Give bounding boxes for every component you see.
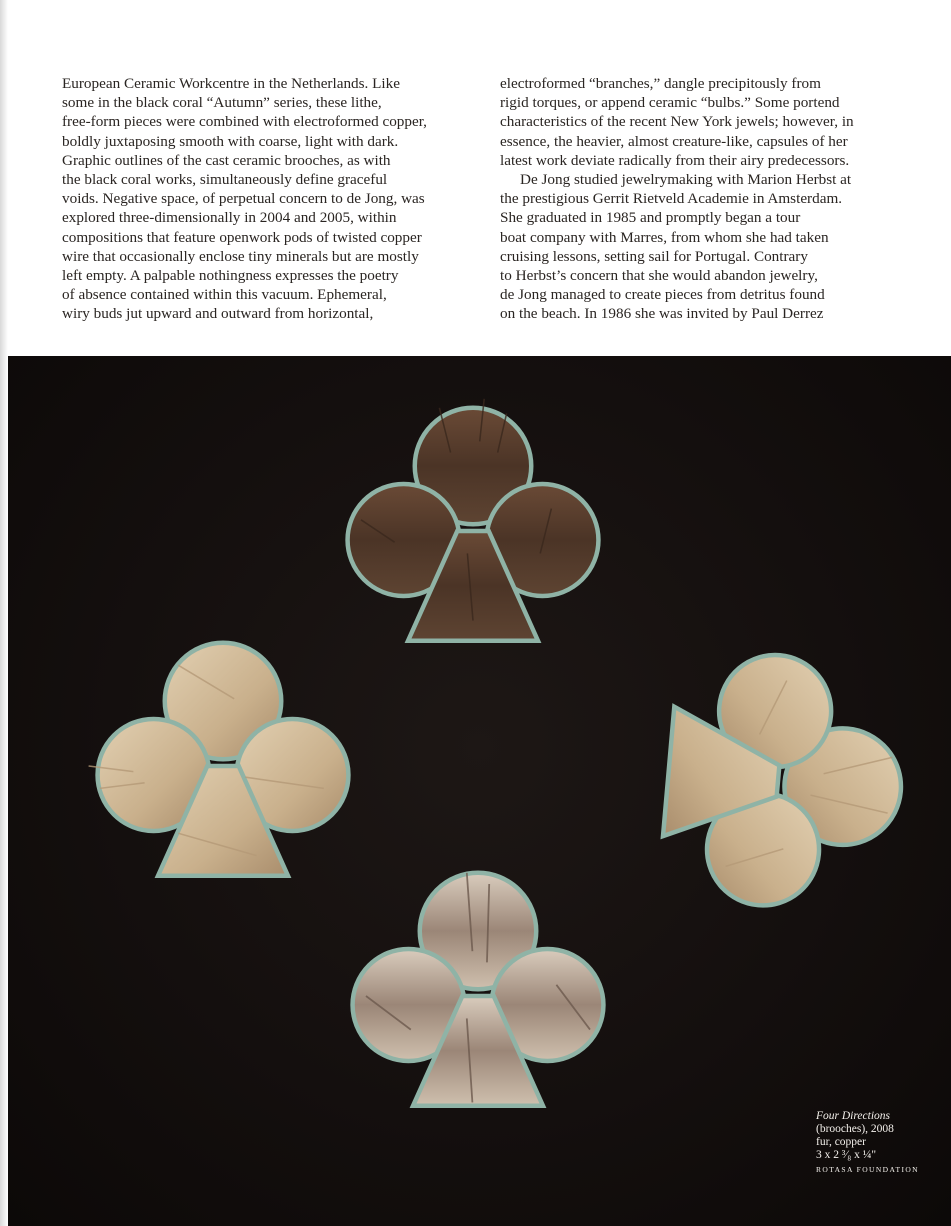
- text-line: explored three-dimensionally in 2004 and 2005, within: [62, 209, 397, 227]
- text-line: left empty. A palpable nothingness expresses the poetry: [62, 267, 399, 285]
- brooch-left: [89, 643, 349, 876]
- photo-illustration: [8, 356, 951, 1226]
- text-line: the prestigious Gerrit Rietveld Academie in Amsterdam.: [500, 190, 843, 208]
- brooch-bottom: [353, 873, 604, 1106]
- text-line: electroformed “branches,” dangle precipitously from: [500, 75, 821, 92]
- caption-title: Four Directions: [816, 1110, 890, 1122]
- text-line: wiry buds jut upward and outward from horizontal,: [62, 305, 374, 323]
- text-line: rigid torques, or append ceramic “bulbs.” Some portend: [500, 94, 840, 112]
- text-line: She graduated in 1985 and promptly began a tour: [500, 209, 801, 227]
- brooches-photograph: [8, 356, 951, 1226]
- text-line: cruising lessons, setting sail for Portugal. Contrary: [500, 247, 808, 265]
- text-line: characteristics of the recent New York jewels; however, in: [500, 113, 854, 131]
- text-line: De Jong studied jewelrymaking with Marion Herbst at: [520, 171, 852, 189]
- page-binding-shadow: [0, 0, 8, 1226]
- text-line: to Herbst’s concern that she would abandon jewelry,: [500, 267, 818, 285]
- text-line: latest work deviate radically from their airy predecessors.: [500, 151, 850, 169]
- text-line: de Jong managed to create pieces from detritus found: [500, 286, 825, 304]
- text-line: boat company with Marres, from whom she had taken: [500, 228, 829, 246]
- paragraph-biography: [500, 170, 920, 324]
- paragraph-continuation: [500, 74, 920, 170]
- text-line: on the beach. In 1986 she was invited by Paul Derrez: [500, 305, 824, 323]
- caption-year: (brooches), 2008: [816, 1123, 894, 1135]
- caption-credit: ROTASA FOUNDATION: [816, 1165, 919, 1174]
- text-line: the black coral works, simultaneously define graceful: [62, 171, 388, 189]
- brooch-right: [658, 646, 912, 916]
- brooch-top: [348, 399, 599, 641]
- text-line: essence, the heavier, almost creature-like, capsules of her: [500, 132, 848, 150]
- text-line: Graphic outlines of the cast ceramic brooches, as with: [62, 151, 391, 169]
- paragraph-continuation: [62, 74, 482, 324]
- text-column-left: [62, 74, 482, 324]
- text-line: voids. Negative space, of perpetual concern to de Jong, was: [62, 190, 425, 208]
- text-line: wire that occasionally enclose tiny minerals but are mostly: [62, 247, 419, 265]
- text-line: some in the black coral “Autumn” series, these lithe,: [62, 94, 382, 112]
- text-line: compositions that feature openwork pods of twisted copper: [62, 228, 422, 246]
- photo-caption: [816, 1110, 919, 1176]
- text-line: free-form pieces were combined with electroformed copper,: [62, 113, 427, 131]
- caption-dimensions: 3 x 2 ³⁄₈ x ¼": [816, 1149, 877, 1161]
- text-line: boldly juxtaposing smooth with coarse, light with dark.: [62, 132, 399, 150]
- caption-materials: fur, copper: [816, 1136, 866, 1148]
- text-line: of absence contained within this vacuum. Ephemeral,: [62, 286, 387, 304]
- text-line: European Ceramic Workcentre in the Netherlands. Like: [62, 75, 400, 92]
- text-column-right: [500, 74, 920, 324]
